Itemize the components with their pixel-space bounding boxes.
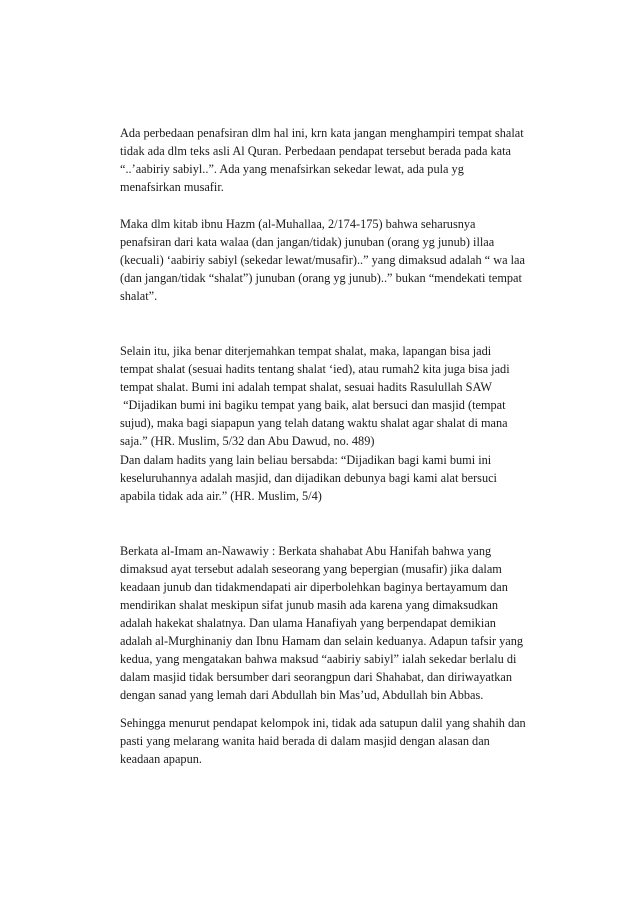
text-line: sujud), maka bagi siapapun yang telah datang waktu shalat agar shalat di mana [120, 416, 508, 430]
text-line: penafsiran dari kata walaa (dan jangan/tidak) junuban (orang yg junub) illaa [120, 235, 495, 249]
paragraph-3 [120, 342, 560, 450]
text-line: shalat”. [120, 289, 158, 303]
text-line: pasti yang melarang wanita haid berada di dalam masjid dengan alasan dan [120, 734, 490, 748]
text-line: keadaan junub dan tidakmendapati air diperbolehkan baginya bertayamum dan [120, 580, 508, 594]
text-line: saja.” (HR. Muslim, 5/32 dan Abu Dawud, no. 489) [120, 434, 375, 448]
text-line: tempat shalat (sesuai hadits tentang shalat ‘ied), atau rumah2 kita juga bisa jadi [120, 362, 510, 376]
text-line: keseluruhannya adalah masjid, dan dijadikan debunya bagi kami alat bersuci [120, 471, 497, 485]
text-line: Selain itu, jika benar diterjemahkan tempat shalat, maka, lapangan bisa jadi [120, 344, 492, 358]
text-line: mendirikan shalat meskipun sifat junub masih ada karena yang dimaksudkan [120, 598, 499, 612]
text-line: Maka dlm kitab ibnu Hazm (al-Muhallaa, 2/174-175) bahwa seharusnya [120, 217, 476, 231]
text-line: “Dijadikan bumi ini bagiku tempat yang baik, alat bersuci dan masjid (tempat [120, 398, 506, 412]
text-line: menafsirkan musafir. [120, 180, 224, 194]
text-line: Ada perbedaan penafsiran dlm hal ini, krn kata jangan menghampiri tempat shalat [120, 126, 524, 140]
paragraph-4 [120, 451, 560, 505]
text-line: adalah hakekat shalatnya. Dan ulama Hanafiyah yang berpendapat demikian [120, 616, 496, 630]
text-line: Sehingga menurut pendapat kelompok ini, tidak ada satupun dalil yang shahih dan [120, 716, 526, 730]
text-line: tidak ada dlm teks asli Al Quran. Perbedaan pendapat tersebut berada pada kata [120, 144, 511, 158]
text-line: (kecuali) ‘aabiriy sabiyl (sekedar lewat/musafir)..” yang dimaksud adalah “ wa laa [120, 253, 525, 267]
text-line: Berkata al-Imam an-Nawawiy : Berkata shahabat Abu Hanifah bahwa yang [120, 544, 492, 558]
text-line: “..’aabiriy sabiyl..”. Ada yang menafsirkan sekedar lewat, ada pula yg [120, 162, 464, 176]
paragraph-1 [120, 124, 560, 196]
text-line: keadaan apapun. [120, 752, 202, 766]
text-line: dimaksud ayat tersebut adalah seseorang yang bepergian (musafir) jika dalam [120, 562, 502, 576]
paragraph-5 [120, 542, 560, 704]
text-line: dalam masjid tidak bersumber dari seorangpun dari Shahabat, dan diriwayatkan [120, 670, 513, 684]
text-line: Dan dalam hadits yang lain beliau bersabda: “Dijadikan bagi kami bumi ini [120, 453, 492, 467]
text-line: (dan jangan/tidak “shalat”) junuban (orang yg junub)..” bukan “mendekati tempat [120, 271, 522, 285]
text-line: kedua, yang mengatakan bahwa maksud “aabiriy sabiyl” ialah sekedar berlalu di [120, 652, 517, 666]
text-line: adalah al-Murghinaniy dan Ibnu Hamam dan selain keduanya. Adapun tafsir yang [120, 634, 524, 648]
text-line: apabila tidak ada air.” (HR. Muslim, 5/4) [120, 489, 322, 503]
text-line: dengan sanad yang lemah dari Abdullah bin Mas’ud, Abdullah bin Abbas. [120, 688, 484, 702]
paragraph-2 [120, 215, 560, 305]
text-line: tempat shalat. Bumi ini adalah tempat shalat, sesuai hadits Rasulullah SAW [120, 380, 492, 394]
paragraph-6 [120, 714, 560, 768]
